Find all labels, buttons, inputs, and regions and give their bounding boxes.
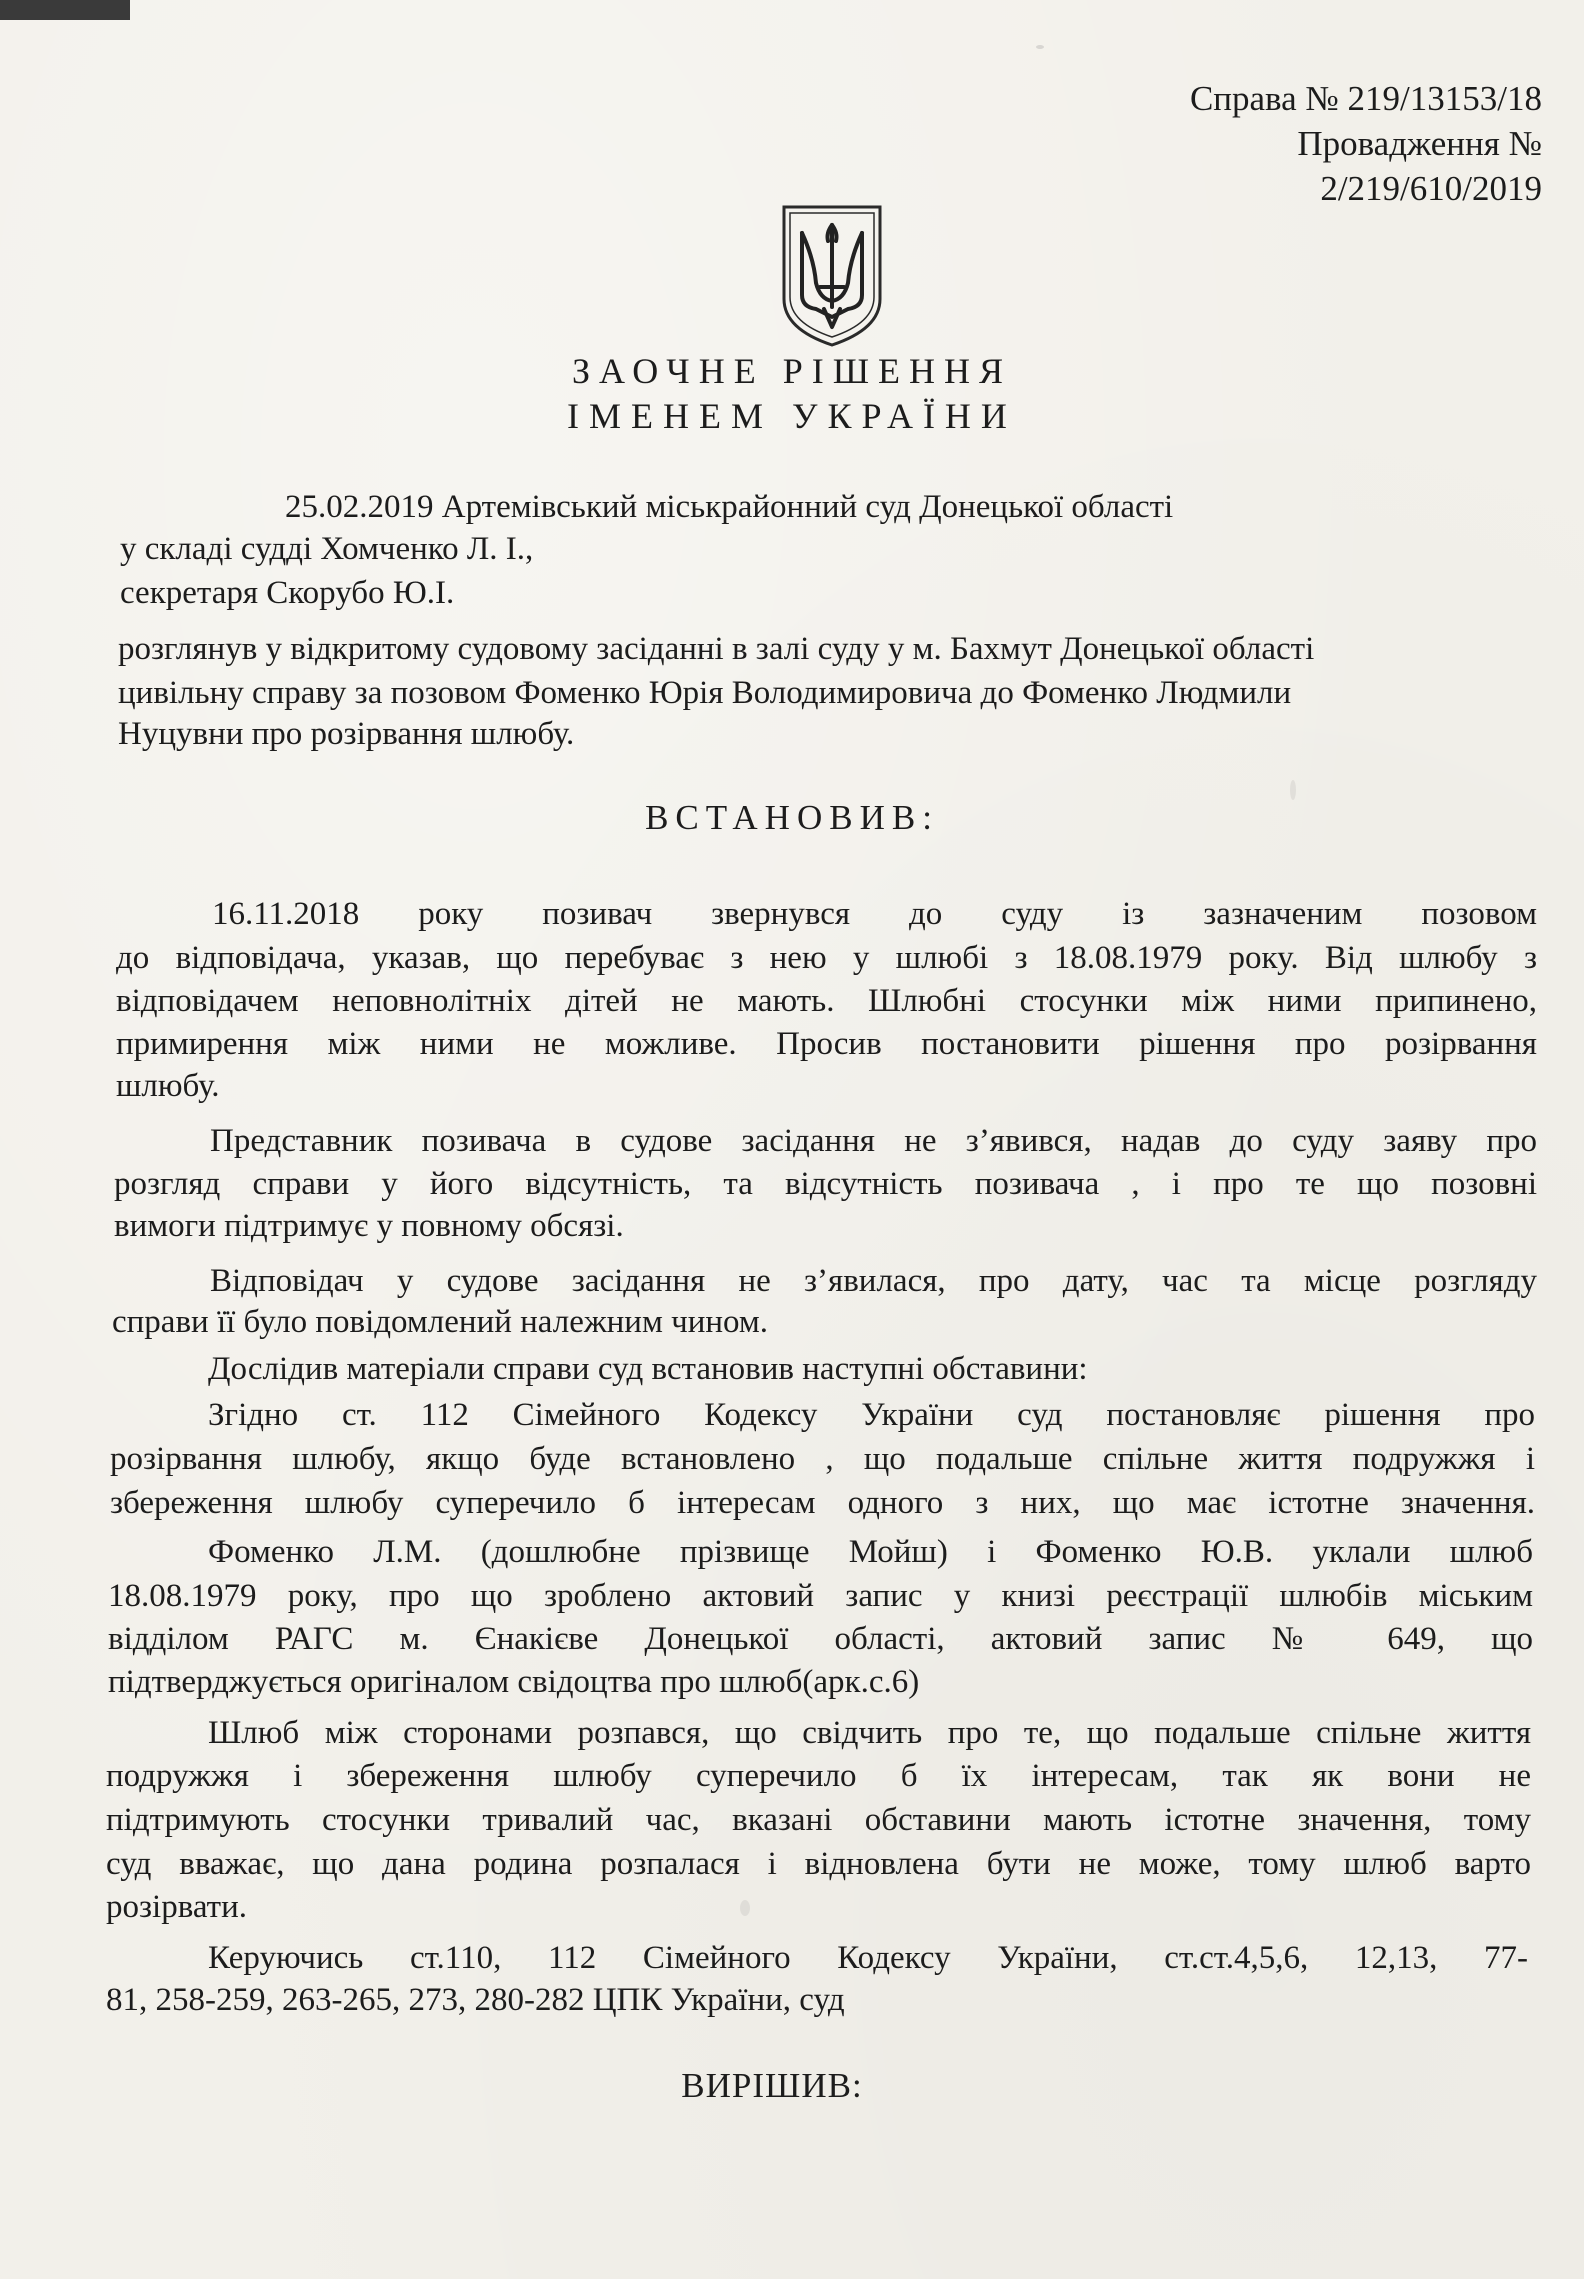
intro-line-case: цивільну справу за позовом Фоменко Юрія Володимировича до Фоменко Людмили — [118, 675, 1292, 711]
paragraph-line: розірвати. — [106, 1889, 247, 1925]
proceeding-label: Провадження № — [1297, 124, 1542, 163]
paragraph-line: розірвання шлюбу, якщо буде встановлено , що подальше спільне життя подружжя і — [110, 1441, 1535, 1477]
paragraph-line: Фоменко Л.М. (дошлюбне прізвище Мойш) і Фоменко Ю.В. уклали шлюб — [208, 1534, 1533, 1570]
scan-speck — [740, 1900, 750, 1916]
decided-heading: ВИРІШИВ: — [681, 2066, 863, 2105]
established-heading: ВСТАНОВИВ: — [645, 798, 939, 837]
paragraph-line: вимоги підтримує у повному обсязі. — [114, 1208, 624, 1244]
document-title: ЗАОЧНЕ РІШЕННЯ — [571, 351, 1013, 391]
paragraph-line: відділом РАГС м. Єнакієве Донецької області, актовий запис № 649, що — [108, 1621, 1533, 1657]
intro-line-hearing: розглянув у відкритому судовому засіданні в залі суду у м. Бахмут Донецької області — [118, 631, 1315, 667]
paragraph-line: Представник позивача в судове засідання не з’явився, надав до суду заяву про — [210, 1123, 1537, 1159]
paragraph-line: Відповідач у судове засідання не з’явилася, про дату, час та місце розгляду — [210, 1263, 1537, 1299]
paragraph-line: 16.11.2018 року позивач звернувся до суду із зазначеним позовом — [212, 896, 1537, 932]
intro-line-date-court: 25.02.2019 Артемівський міськрайонний суд Донецької області — [285, 489, 1174, 525]
paragraph-line: Шлюб між сторонами розпався, що свідчить про те, що подальше спільне життя — [208, 1715, 1531, 1751]
paragraph-line: відповідачем неповнолітніх дітей не мають. Шлюбні стосунки між ними припинено, — [116, 983, 1537, 1019]
paragraph-line: подружжя і збереження шлюбу суперечило б їх інтересам, так як вони не — [106, 1758, 1531, 1794]
scan-speck — [1290, 780, 1296, 800]
case-reference-block — [1190, 76, 1542, 211]
paragraph-line: Дослідив матеріали справи суд встановив наступні обставини: — [208, 1351, 1088, 1387]
paragraph-line: 81, 258-259, 263-265, 273, 280-282 ЦПК України, суд — [106, 1982, 845, 2018]
paragraph-line: Згідно ст. 112 Сімейного Кодексу України суд постановляє рішення про — [208, 1397, 1535, 1433]
paragraph-line: збереження шлюбу суперечило б інтересам одного з них, що має істотне значення. — [110, 1485, 1535, 1521]
paragraph-line: Керуючись ст.110, 112 Сімейного Кодексу України, ст.ст.4,5,6, 12,13, 77- — [208, 1940, 1528, 1976]
paragraph-line: розгляд справи у його відсутність, та відсутність позивача , і про те що позовні — [114, 1166, 1537, 1202]
paragraph-line: справи її було повідомлений належним чином. — [112, 1304, 769, 1340]
paragraph-line: 18.08.1979 року, про що зроблено актовий запис у книзі реєстрації шлюбів міським — [108, 1578, 1533, 1614]
case-number: Справа № 219/13153/18 — [1189, 79, 1542, 118]
paragraph-line: підтримують стосунки тривалий час, вказані обставини мають істотне значення, тому — [106, 1802, 1531, 1838]
paragraph-line: до відповідача, указав, що перебуває з нею у шлюбі з 18.08.1979 року. Від шлюбу з — [116, 940, 1537, 976]
ukraine-trident-emblem-icon — [780, 203, 884, 349]
paragraph-line: підтверджується оригіналом свідоцтва про шлюб(арк.с.6) — [108, 1664, 920, 1700]
intro-line-judge: у складі судді Хомченко Л. І., — [120, 531, 534, 567]
paragraph-line: шлюбу. — [116, 1068, 220, 1104]
scan-speck — [1036, 45, 1044, 49]
document-subtitle: ІМЕНЕМ УКРАЇНИ — [567, 396, 1017, 436]
intro-line-subject: Нуцувни про розірвання шлюбу. — [118, 716, 575, 752]
scan-corner-mark — [0, 0, 130, 20]
paragraph-line: суд вважає, що дана родина розпалася і відновлена бути не може, тому шлюб варто — [106, 1846, 1531, 1882]
intro-line-secretary: секретаря Скорубо Ю.І. — [120, 575, 455, 611]
proceeding-number: 2/219/610/2019 — [1320, 169, 1542, 208]
paragraph-line: примирення між ними не можливе. Просив постановити рішення про розірвання — [116, 1026, 1537, 1062]
